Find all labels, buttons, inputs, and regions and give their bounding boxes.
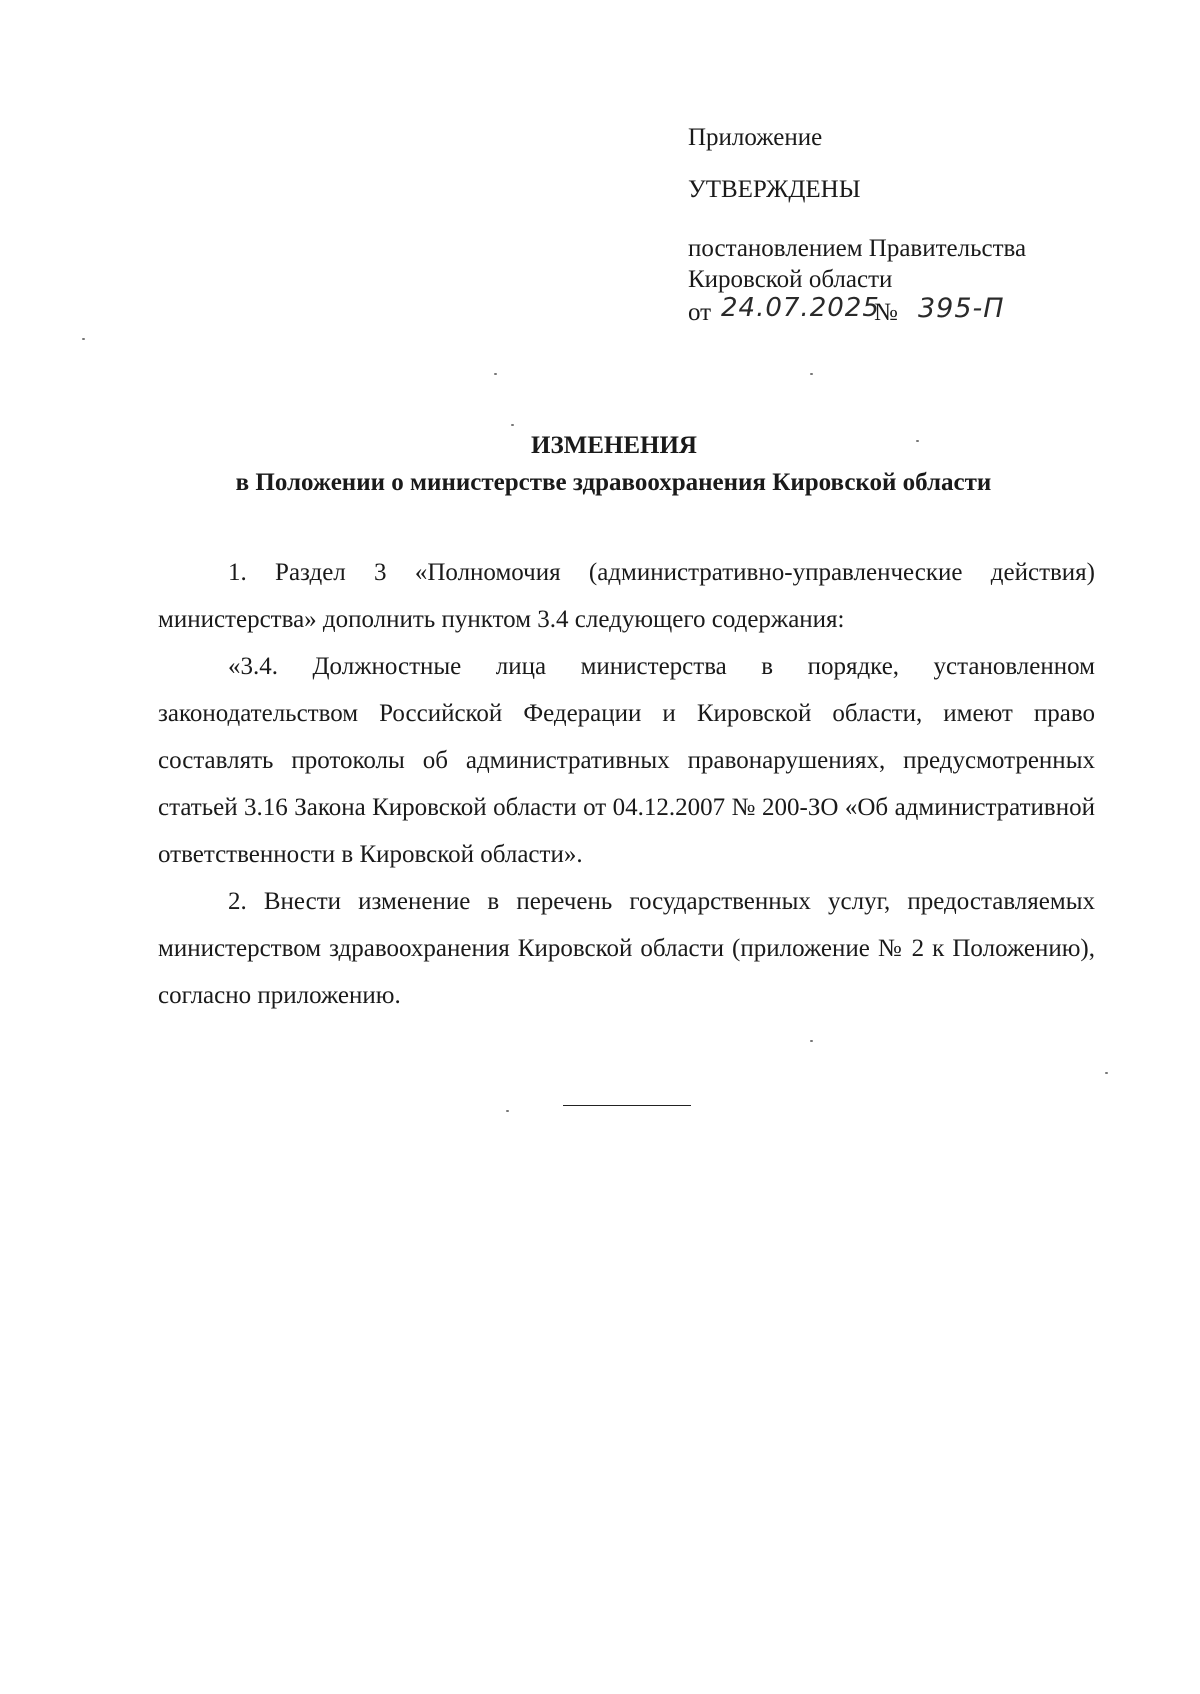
resolution-line-2: Кировской области [688, 266, 893, 293]
document-subtitle: в Положении о министерстве здравоохранения Кировской области [235, 469, 992, 496]
document-heading [0, 427, 1200, 501]
handwritten-date: 24.07.2025 [721, 293, 880, 323]
scan-speck [82, 338, 85, 340]
scan-speck [1105, 1072, 1108, 1074]
scan-speck [511, 424, 514, 426]
annex-label: Приложение [688, 124, 823, 151]
scan-speck [506, 1110, 509, 1112]
paragraph-2: «3.4. Должностные лица министерства в порядке, установленном законодательством Российской Федерации и Кировской области, имеют право составлять протоколы об административных правонарушениях, предусмотренных статьей 3.16 Закона Кировской области от 04.12.2007 № 200-ЗО «Об административной ответственности в Кировской области». [158, 653, 1095, 868]
approval-block [688, 122, 1158, 329]
paragraph-3: 2. Внести изменение в перечень государственных услуг, предоставляемых министерством здравоохранения Кировской области (приложение № 2 к Положению), согласно приложению. [158, 888, 1095, 1009]
scan-speck [810, 373, 813, 375]
scan-speck [494, 373, 497, 375]
document-title: ИЗМЕНЕНИЯ [531, 432, 697, 459]
date-number-row [688, 295, 1158, 329]
scan-speck [810, 1040, 813, 1042]
closing-rule [563, 1105, 691, 1106]
approved-label: УТВЕРЖДЕНЫ [688, 176, 861, 203]
document-body [158, 549, 1095, 1019]
number-sign: № [874, 299, 898, 326]
resolution-line-1: постановлением Правительства [688, 235, 1027, 262]
paragraph-1: 1. Раздел 3 «Полномочия (административно-управленческие действия) министерства» дополнить пунктом 3.4 следующего содержания: [158, 559, 1095, 633]
handwritten-number: 395-П [918, 293, 1005, 324]
date-prefix: от [688, 299, 712, 326]
scan-speck [916, 440, 919, 442]
